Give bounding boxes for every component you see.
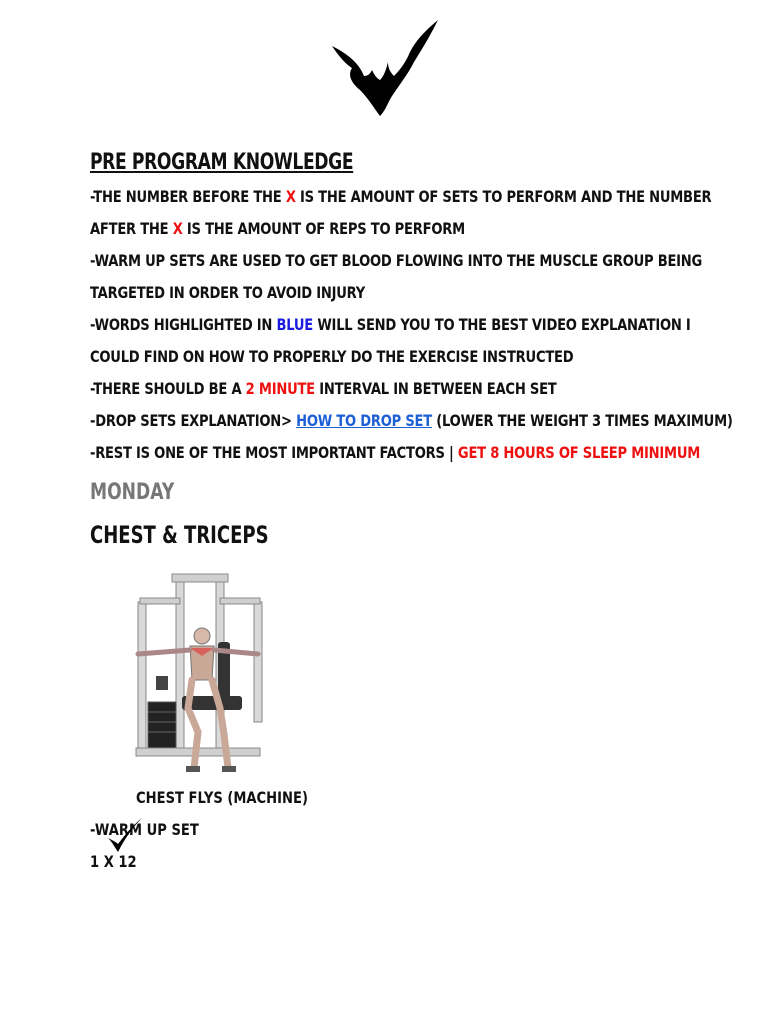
set-reps: 1 X 12 — [90, 852, 137, 871]
pre-program-section — [90, 150, 733, 557]
info-line-3: -WARM UP SETS ARE USED TO GET BLOOD FLOWING INTO THE MUSCLE GROUP BEING — [90, 251, 703, 270]
info-line-7: -THERE SHOULD BE A 2 MINUTE INTERVAL IN BETWEEN EACH SET — [90, 379, 557, 398]
info-line-1: -THE NUMBER BEFORE THE X IS THE AMOUNT OF SETS TO PERFORM AND THE NUMBER — [90, 187, 712, 206]
info-line-5: -WORDS HIGHLIGHTED IN BLUE WILL SEND YOU TO THE BEST VIDEO EXPLANATION I — [90, 315, 691, 334]
sleep-highlight: GET 8 HOURS OF SLEEP MINIMUM — [457, 443, 701, 462]
info-line-4: TARGETED IN ORDER TO AVOID INJURY — [90, 283, 366, 302]
info-line-6: COULD FIND ON HOW TO PROPERLY DO THE EXERCISE INSTRUCTED — [90, 347, 574, 366]
x-highlight: X — [285, 187, 296, 206]
blue-highlight: BLUE — [276, 315, 314, 334]
exercise-name[interactable]: CHEST FLYS (MACHINE) — [136, 788, 308, 807]
day-heading: MONDAY — [90, 480, 175, 505]
set-label: -WARM UP SET — [90, 820, 199, 839]
muscle-group-heading: CHEST & TRICEPS — [90, 521, 269, 549]
checkmark-icon — [104, 816, 144, 856]
info-line-8: -DROP SETS EXPLANATION> HOW TO DROP SET (LOWER THE WEIGHT 3 TIMES MAXIMUM) — [90, 411, 733, 430]
x-highlight: X — [172, 219, 183, 238]
section-title: PRE PROGRAM KNOWLEDGE — [90, 150, 354, 175]
bat-wing-logo-icon — [330, 18, 440, 118]
chest-fly-machine-illustration — [132, 572, 264, 778]
interval-highlight: 2 MINUTE — [245, 379, 315, 398]
info-line-9: -REST IS ONE OF THE MOST IMPORTANT FACTORS | GET 8 HOURS OF SLEEP MINIMUM — [90, 443, 701, 462]
drop-set-link[interactable]: HOW TO DROP SET — [296, 411, 432, 430]
info-line-2: AFTER THE X IS THE AMOUNT OF REPS TO PERFORM — [90, 219, 465, 238]
